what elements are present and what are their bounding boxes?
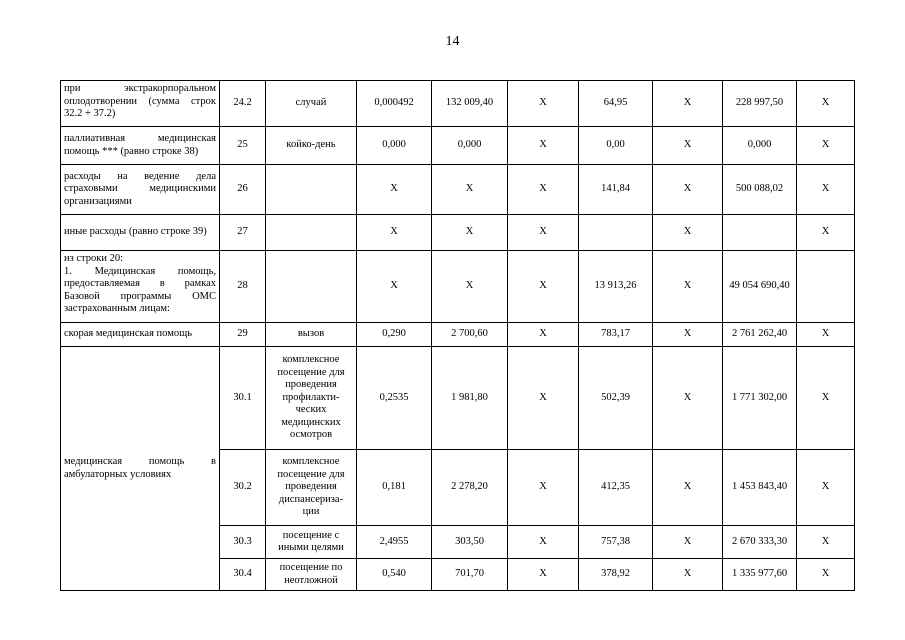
unit-cell	[266, 251, 357, 323]
table-row	[61, 81, 855, 127]
value-cell: 141,84	[579, 165, 653, 215]
unit-line: медицинских	[281, 416, 341, 428]
unit-cell: койко-день	[266, 127, 357, 165]
row-description: при экстракорпоральном оплодотворении (сумма строк 32.2 + 37.2)	[61, 81, 220, 127]
row-description: скорая медицинская помощь	[61, 323, 220, 347]
value-cell: X	[797, 215, 855, 251]
value-cell: 2,4955	[357, 526, 432, 559]
value-cell: X	[508, 127, 579, 165]
value-cell: X	[797, 127, 855, 165]
unit-cell	[266, 450, 357, 526]
value-cell: X	[508, 323, 579, 347]
value-cell: 228 997,50	[723, 81, 797, 127]
value-cell	[579, 215, 653, 251]
value-cell: 701,70	[432, 559, 508, 591]
value-cell: 757,38	[579, 526, 653, 559]
value-cell: X	[357, 165, 432, 215]
value-cell: X	[432, 215, 508, 251]
value-cell	[797, 251, 855, 323]
value-cell: 49 054 690,40	[723, 251, 797, 323]
value-cell: 2 670 333,30	[723, 526, 797, 559]
value-cell: 13 913,26	[579, 251, 653, 323]
value-cell: 2 761 262,40	[723, 323, 797, 347]
row-description: расходы на ведение дела страховыми медицинскими организациями	[61, 165, 220, 215]
unit-cell: вызов	[266, 323, 357, 347]
value-cell: 502,39	[579, 347, 653, 450]
row-number: 30.4	[220, 559, 266, 591]
value-cell: X	[508, 165, 579, 215]
row-number: 26	[220, 165, 266, 215]
unit-line: комплексное	[282, 456, 340, 468]
value-cell: X	[357, 215, 432, 251]
table-row	[61, 347, 855, 450]
value-cell: X	[653, 251, 723, 323]
value-cell: 378,92	[579, 559, 653, 591]
row-number: 29	[220, 323, 266, 347]
value-cell: 0,000492	[357, 81, 432, 127]
value-cell: X	[653, 450, 723, 526]
value-cell: 1 335 977,60	[723, 559, 797, 591]
value-cell: X	[508, 526, 579, 559]
row-number: 27	[220, 215, 266, 251]
unit-cell	[266, 215, 357, 251]
group-description: медицинская помощь в амбулаторных условиях	[61, 347, 220, 591]
value-cell: 412,35	[579, 450, 653, 526]
unit-line: неотложной	[284, 574, 338, 586]
value-cell: X	[797, 559, 855, 591]
unit-line: посещение по	[279, 562, 343, 573]
row-number: 28	[220, 251, 266, 323]
row-number: 30.2	[220, 450, 266, 526]
unit-line: ческих	[295, 404, 327, 416]
value-cell: X	[797, 526, 855, 559]
value-cell: 0,2535	[357, 347, 432, 450]
value-cell: X	[508, 215, 579, 251]
value-cell: X	[508, 450, 579, 526]
value-cell: X	[797, 81, 855, 127]
value-cell: X	[653, 526, 723, 559]
row-number: 30.1	[220, 347, 266, 450]
value-cell: X	[432, 165, 508, 215]
unit-line: комплексное	[282, 354, 340, 366]
value-cell: 0,290	[357, 323, 432, 347]
unit-line: ции	[302, 506, 320, 518]
value-cell: 0,181	[357, 450, 432, 526]
value-cell: 132 009,40	[432, 81, 508, 127]
value-cell: 0,000	[723, 127, 797, 165]
value-cell: X	[653, 127, 723, 165]
value-cell: 783,17	[579, 323, 653, 347]
unit-cell	[266, 165, 357, 215]
value-cell: 1 453 843,40	[723, 450, 797, 526]
row-description-line: 1. Медицинская помощь, предоставляемая в рамках Базовой программы ОМС застрахованным лицам:	[64, 265, 216, 314]
financing-table	[60, 80, 855, 591]
unit-line: проведения	[285, 481, 337, 493]
value-cell: 2 278,20	[432, 450, 508, 526]
value-cell: X	[508, 251, 579, 323]
row-description: иные расходы (равно строке 39)	[61, 215, 220, 251]
unit-line: иными целями	[278, 542, 344, 553]
unit-line: посещение для	[277, 468, 345, 480]
value-cell: X	[653, 215, 723, 251]
table-row	[61, 165, 855, 215]
page-number: 14	[445, 34, 460, 49]
value-cell: X	[508, 81, 579, 127]
unit-cell	[266, 347, 357, 450]
value-cell: X	[508, 559, 579, 591]
value-cell: 64,95	[579, 81, 653, 127]
value-cell: X	[653, 559, 723, 591]
value-cell: X	[432, 251, 508, 323]
value-cell: 500 088,02	[723, 165, 797, 215]
table-row	[61, 251, 855, 323]
row-description	[61, 251, 220, 323]
value-cell: X	[797, 450, 855, 526]
value-cell	[723, 215, 797, 251]
row-number: 24.2	[220, 81, 266, 127]
value-cell: X	[508, 347, 579, 450]
table-row	[61, 323, 855, 347]
unit-line: проведения	[285, 379, 337, 391]
unit-cell	[266, 526, 357, 559]
unit-line: посещение с	[282, 529, 340, 541]
row-number: 30.3	[220, 526, 266, 559]
table-row	[61, 215, 855, 251]
value-cell: 0,000	[357, 127, 432, 165]
value-cell: 0,00	[579, 127, 653, 165]
unit-cell	[266, 559, 357, 591]
row-number: 25	[220, 127, 266, 165]
value-cell: 2 700,60	[432, 323, 508, 347]
value-cell: X	[797, 347, 855, 450]
value-cell: 1 771 302,00	[723, 347, 797, 450]
table-row	[61, 127, 855, 165]
value-cell: 1 981,80	[432, 347, 508, 450]
value-cell: X	[653, 81, 723, 127]
unit-line: диспансериза-	[278, 493, 344, 505]
value-cell: X	[357, 251, 432, 323]
value-cell: X	[653, 165, 723, 215]
value-cell: X	[797, 165, 855, 215]
value-cell: X	[653, 323, 723, 347]
value-cell: X	[797, 323, 855, 347]
unit-cell: случай	[266, 81, 357, 127]
value-cell: 0,000	[432, 127, 508, 165]
row-description-line: из строки 20:	[64, 253, 124, 264]
unit-line: посещение для	[277, 366, 345, 378]
value-cell: 303,50	[432, 526, 508, 559]
value-cell: 0,540	[357, 559, 432, 591]
value-cell: X	[653, 347, 723, 450]
unit-line: осмотров	[289, 429, 333, 441]
unit-line: профилакти-	[282, 391, 340, 403]
row-description: паллиативная медицинская помощь *** (равно строке 38)	[61, 127, 220, 165]
